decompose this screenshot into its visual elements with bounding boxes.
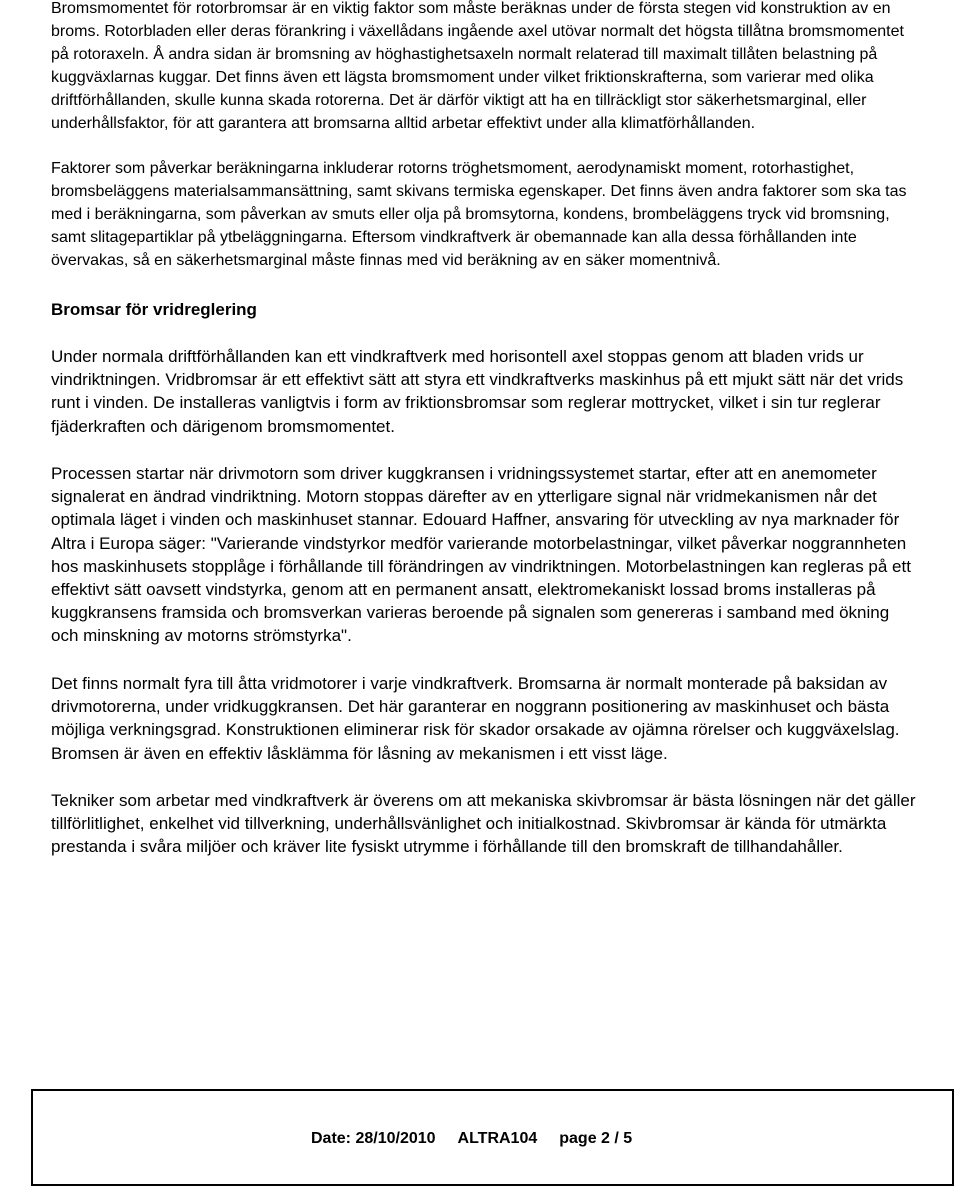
section-heading: Bromsar för vridreglering bbox=[51, 300, 257, 319]
paragraph-technicians: Tekniker som arbetar med vindkraftverk är överens om att mekaniska skivbromsar är bästa lösningen när det gäller tillförlitlighet, enkelhet vid tillverkning, underhållsvänlighet och initialkostnad. Skivbromsar är kända för utmärkta prestanda i svåra miljöer och kräver lite fysiskt utrymme i förhållande till den bromskraft de tillhandahåller. bbox=[51, 791, 916, 857]
footer-date: Date: 28/10/2010 bbox=[311, 1130, 436, 1147]
paragraph-braking-torque: Bromsmomentet för rotorbromsar är en viktig faktor som måste beräknas under de första stegen vid konstruktion av en broms. Rotorbladen eller deras förankring i växellådans ingående axel utövar normalt det högsta tillåtna bromsmomentet på rotoraxeln. Å andra sidan är bromsning av höghastighetsaxeln normalt relaterad till maximalt tillåten belastning på kuggväxlarnas kuggar. Det finns även ett lägsta bromsmoment under vilket friktionskrafterna, som varierar med olika driftförhållanden, skulle kunna skada rotorerna. Det är därför viktigt att ha en tillräckligt stor säkerhetsmarginal, eller underhållsfaktor, för att garantera att bromsarna alltid arbetar effektivt under alla klimatförhållanden. bbox=[51, 0, 904, 132]
footer-box bbox=[31, 1089, 954, 1186]
paragraph-yaw-motors: Det finns normalt fyra till åtta vridmotorer i varje vindkraftverk. Bromsarna är normalt monterade på baksidan av drivmotorerna, under vridkuggkransen. Det här garanterar en noggrann positionering av maskinhuset och bästa möjliga verkningsgrad. Konstruktionen eliminerar risk för skador orsakade av ojämna rörelser och kuggväxelslag. Bromsen är även en effektiv låsklämma för låsning av mekanismen i ett visst läge. bbox=[51, 674, 900, 763]
paragraph-calculation-factors: Faktorer som påverkar beräkningarna inkluderar rotorns tröghetsmoment, aerodynamiskt moment, rotorhastighet, bromsbeläggens materialsammansättning, samt skivans termiska egenskaper. Det finns även andra faktorer som ska tas med i beräkningarna, som påverkan av smuts eller olja på bromsytorna, kondens, brombeläggens tryck vid bromsning, samt slitagepartiklar på ytbeläggningarna. Eftersom vindkraftverk är obemannade kan alla dessa förhållanden inte övervakas, så en säkerhetsmarginal måste finnas med vid beräkning av en säker momentnivå. bbox=[51, 160, 907, 269]
footer-doc-id: ALTRA104 bbox=[457, 1130, 538, 1147]
paragraph-process: Processen startar när drivmotorn som driver kuggkransen i vridningssystemet startar, efter att en anemometer signalerat en ändrad vindriktning. Motorn stoppas därefter av en ytterligare signal när vridmekanismen når det optimala läget i vinden och maskinhuset stannar. Edouard Haffner, ansvaring för utveckling av nya marknader för Altra i Europa säger: "Varierande vindstyrkor medför varierande motorbelastningar, vilket påverkar noggrannheten hos maskinhusets stopplåge i förhållande till förändringen av vindriktningen. Motorbelastningen kan regleras på ett effektivt sätt oavsett vindstyrka, genom att en permanent ansatt, elektromekaniskt lossad broms installeras på kuggkransens framsida och bromsverkan varieras beroende på signalen som genereras i samband med ökning och minskning av motorns strömstyrka". bbox=[51, 464, 911, 646]
paragraph-yaw-braking: Under normala driftförhållanden kan ett vindkraftverk med horisontell axel stoppas genom att bladen vrids ur vindriktningen. Vridbromsar är ett effektivt sätt att styra ett vindkraftverks maskinhus på ett mjukt sätt när det vrids runt i vinden. De installeras vanligtvis i form av friktionsbromsar som reglerar mottrycket, vilket i sin tur reglerar fjäderkraften och därigenom bromsmomentet. bbox=[51, 347, 904, 436]
footer bbox=[311, 1130, 632, 1148]
footer-page-number: page 2 / 5 bbox=[559, 1130, 633, 1147]
